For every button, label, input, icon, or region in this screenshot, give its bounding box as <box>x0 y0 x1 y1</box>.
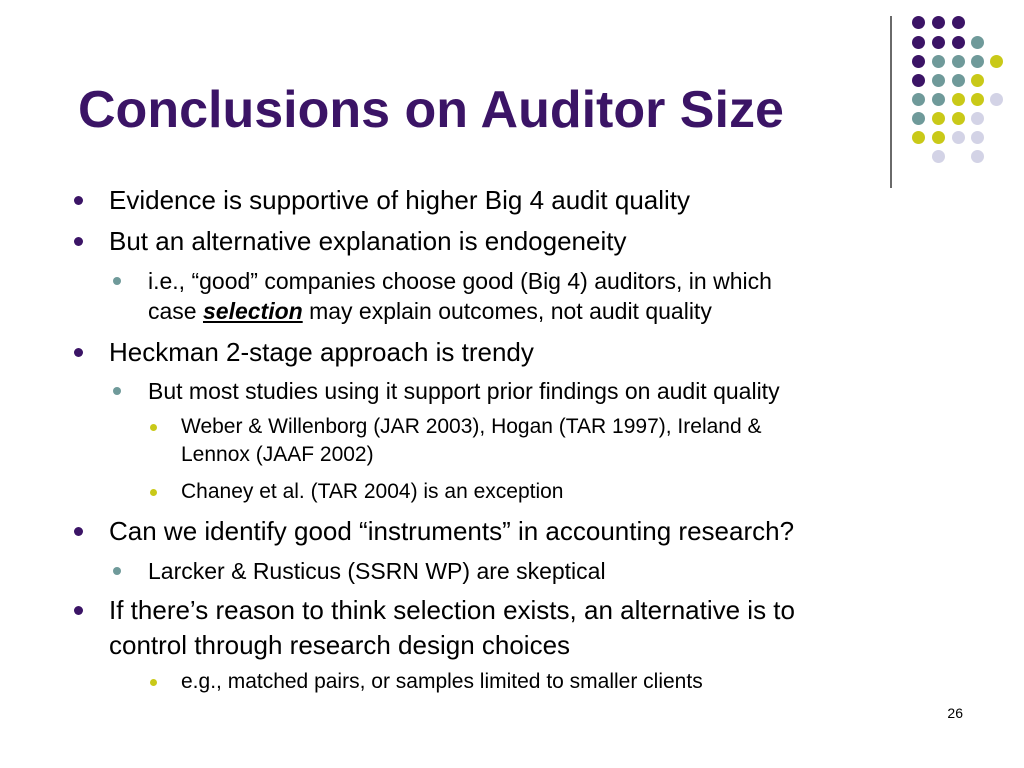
bullet-item <box>181 478 563 506</box>
slide-title: Conclusions on Auditor Size <box>78 81 784 139</box>
bullet-marker <box>150 679 157 686</box>
bullet-marker <box>113 387 121 395</box>
bullet-text-line: If there’s reason to think selection exists, an alternative is to <box>109 595 795 625</box>
bullet-item <box>148 376 780 406</box>
bullet-text-line: Lennox (JAAF 2002) <box>181 443 374 466</box>
bullet-item <box>109 224 626 259</box>
bullet-marker <box>74 196 83 205</box>
bullet-item <box>181 413 761 469</box>
bullet-marker <box>150 424 157 431</box>
bullet-text: e.g., matched pairs, or samples limited to smaller clients <box>181 670 703 693</box>
bullet-marker <box>113 567 121 575</box>
bullet-text-line <box>148 296 772 326</box>
bullet-text: But an alternative explanation is endogeneity <box>109 226 627 256</box>
bullet-marker <box>74 237 83 246</box>
bullet-marker <box>74 606 83 615</box>
bullet-item <box>109 514 794 549</box>
bullet-text: Heckman 2-stage approach is trendy <box>109 337 534 367</box>
bullet-item <box>148 556 606 586</box>
bullet-text-part: case <box>148 298 203 324</box>
bullet-marker <box>74 527 83 536</box>
bullet-marker <box>150 489 157 496</box>
bullet-item <box>109 335 534 370</box>
bullet-text: Chaney et al. (TAR 2004) is an exception <box>181 480 564 503</box>
slide-number: 26 <box>947 705 963 721</box>
bullet-marker <box>74 348 83 357</box>
emphasized-word: selection <box>202 298 303 324</box>
bullet-text-part: may explain outcomes, not audit quality <box>302 298 712 324</box>
bullet-text: Can we identify good “instruments” in accounting research? <box>109 516 795 546</box>
bullet-text-line: i.e., “good” companies choose good (Big 4) auditors, in which <box>148 268 772 294</box>
bullet-text: But most studies using it support prior findings on audit quality <box>148 378 780 404</box>
bullet-item <box>148 266 772 326</box>
bullet-item <box>109 593 795 663</box>
bullet-marker <box>113 277 121 285</box>
bullet-text-line: control through research design choices <box>109 630 571 660</box>
bullet-text-line: Weber & Willenborg (JAR 2003), Hogan (TAR 1997), Ireland & <box>181 415 762 438</box>
bullet-text: Larcker & Rusticus (SSRN WP) are skeptical <box>148 558 606 584</box>
bullet-item <box>109 183 690 218</box>
bullet-text: Evidence is supportive of higher Big 4 audit quality <box>109 185 691 215</box>
bullet-item <box>181 668 703 696</box>
